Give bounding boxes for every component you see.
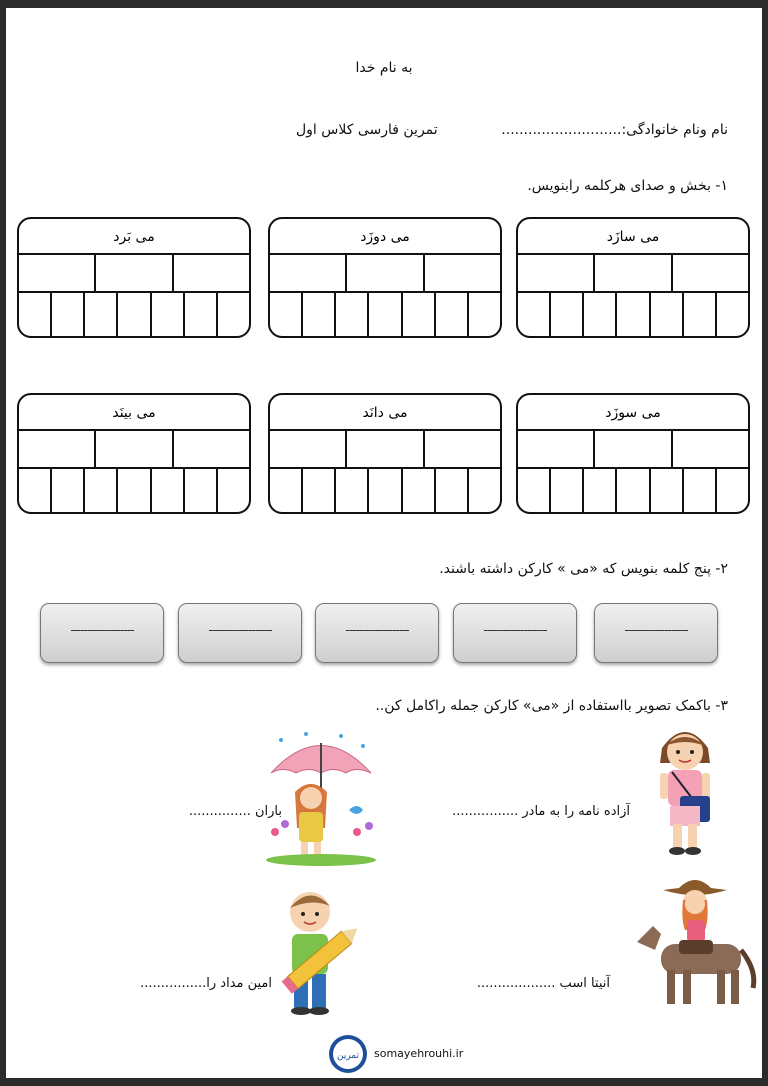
girl-horse-illustration — [631, 870, 759, 1010]
word-card — [268, 217, 502, 338]
word-card — [268, 393, 502, 514]
site-logo — [328, 1034, 368, 1074]
word-card-label: می سوزَد — [518, 395, 748, 431]
answer-box[interactable]: ------------------- — [594, 603, 718, 663]
section2-title: ۲- پنج کلمه بنویس که «می » کارکن داشته باشند. — [439, 561, 728, 577]
worksheet-title: تمرین فارسی کلاس اول — [296, 122, 438, 138]
word-card — [17, 217, 251, 338]
name-field-line: نام ونام خانوادگی:........................... — [501, 122, 728, 138]
word-card — [516, 217, 750, 338]
sentence-1: آزاده نامه را به مادر ................ — [452, 804, 630, 819]
girl-umbrella-illustration — [261, 728, 381, 868]
section3-title: ۳- باکمک تصویر بااستفاده از «می» کارکن جمله راکامل کن.. — [375, 698, 728, 714]
girl-with-bag-illustration — [650, 718, 720, 858]
answer-box[interactable]: ------------------- — [178, 603, 302, 663]
answer-box[interactable]: ------------------- — [315, 603, 439, 663]
section1-title: ۱- بخش و صدای هرکلمه رابنویس. — [527, 178, 728, 194]
sentence-4: امین مداد را................ — [140, 976, 272, 991]
word-card-label: می بینَد — [19, 395, 249, 431]
word-card-label: می دوزَد — [270, 219, 500, 255]
answer-box[interactable]: ------------------- — [40, 603, 164, 663]
basmala: به نام خدا — [355, 60, 413, 76]
answer-box[interactable]: ------------------- — [453, 603, 577, 663]
word-card-label: می دانَد — [270, 395, 500, 431]
word-card — [17, 393, 251, 514]
boy-pencil-illustration — [272, 888, 368, 1016]
worksheet-page — [6, 8, 762, 1078]
sentence-2: باران ............... — [188, 804, 282, 819]
logo-lettering: تمرین — [336, 1051, 360, 1061]
word-card — [516, 393, 750, 514]
site-url[interactable]: somayehrouhi.ir — [374, 1047, 464, 1060]
word-card-label: می بَرد — [19, 219, 249, 255]
sentence-3: آنیتا اسب ................... — [476, 976, 610, 991]
word-card-label: می سازَد — [518, 219, 748, 255]
